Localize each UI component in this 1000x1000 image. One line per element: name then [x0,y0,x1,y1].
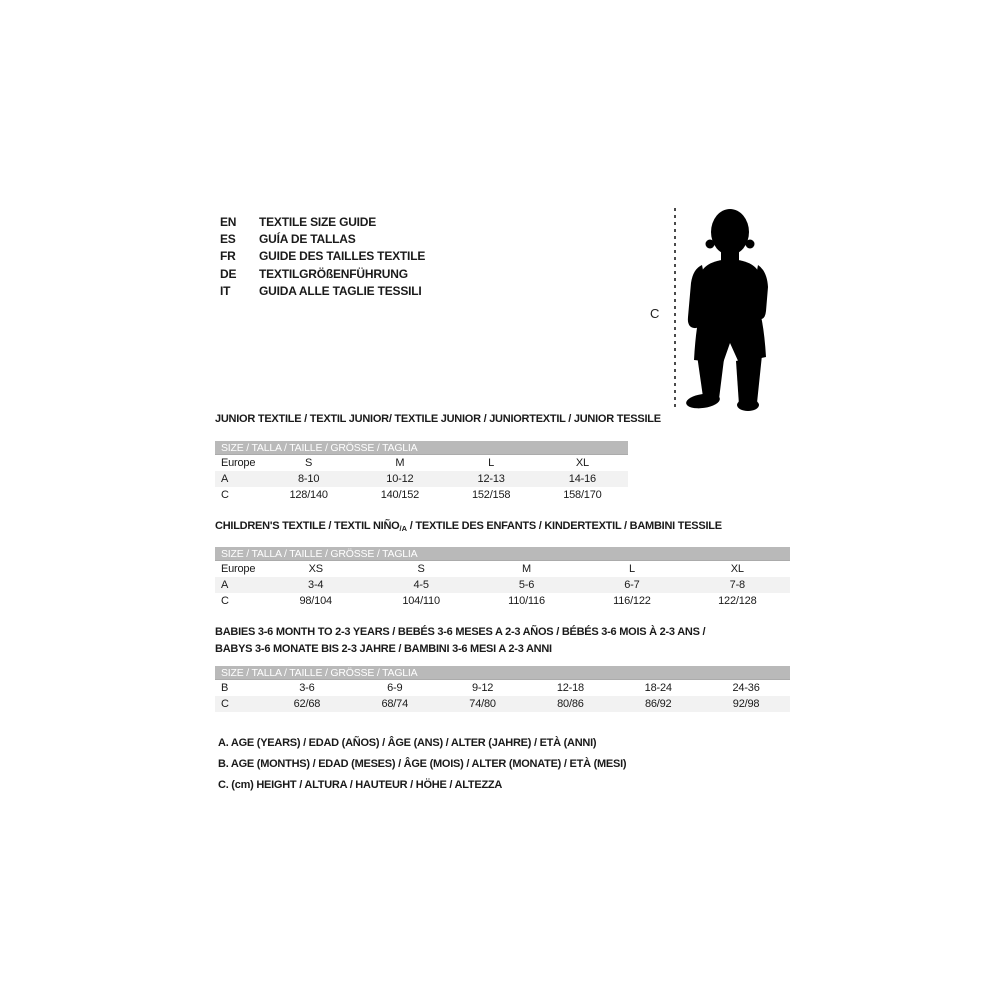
size-value: M [395,457,405,469]
height-value: 110/116 [508,595,545,607]
junior-table-title: JUNIOR TEXTILE / TEXTIL JUNIOR/ TEXTILE JUNIOR / JUNIORTEXTIL / JUNIOR TESSILE [215,413,661,425]
language-row-en [220,213,425,230]
legend-line-age-years: A. AGE (YEARS) / EDAD (AÑOS) / ÂGE (ANS) / ALTER (JAHRE) / ETÀ (ANNI) [218,737,597,749]
age-value: 3-6 [299,682,315,694]
row-label: C [221,489,229,501]
age-value: 7-8 [729,579,745,591]
size-value: XL [730,563,744,575]
table-row-age-years [215,577,790,593]
age-value: 5-6 [518,579,535,591]
height-value: 74/80 [469,698,496,710]
age-value: 3-4 [308,579,324,591]
junior-textile-section [215,413,661,503]
table-row-age-months [215,680,790,696]
legend-line-age-months: B. AGE (MONTHS) / EDAD (MESES) / ÂGE (MOIS) / ALTER (MONATE) / ETÀ (MESI) [218,758,627,770]
age-value: 10-12 [386,473,414,485]
language-code: EN [220,214,237,229]
title-part: / TEXTILE DES ENFANTS / KINDERTEXTIL / BAMBINI TESSILE [406,520,722,532]
babies-title-line2: BABYS 3-6 MONATE BIS 2-3 JAHRE / BAMBINI 3-6 MESI A 2-3 ANNI [215,643,552,655]
babies-table-title [215,624,790,658]
language-row-it [220,282,425,299]
age-value: 18-24 [644,682,672,694]
size-value: S [305,457,313,469]
row-label: Europe [221,457,256,469]
age-value: 9-12 [471,682,494,694]
height-value: 86/92 [644,698,672,710]
height-value: 104/110 [402,595,440,607]
row-label: C [221,595,229,607]
height-value: 140/152 [380,489,420,501]
table-row-europe [215,561,790,577]
size-header-bar: SIZE / TALLA / TAILLE / GRÖSSE / TAGLIA [215,547,790,561]
height-value: 122/128 [718,595,757,607]
language-row-de [220,265,425,282]
height-value: 80/86 [557,698,584,710]
language-code: IT [220,283,231,298]
babies-title-line1: BABIES 3-6 MONTH TO 2-3 YEARS / BEBÉS 3-6 MESES A 2-3 AÑOS / BÉBÉS 3-6 MOIS À 2-3 ANS / [215,626,706,638]
table-row-europe [215,455,628,471]
size-value: L [628,563,635,575]
age-value: 6-7 [624,579,640,591]
children-textile-section [215,520,790,609]
language-code: ES [220,231,236,246]
language-row-es [220,230,425,247]
row-label: B [221,682,229,694]
height-value: 128/140 [289,489,328,501]
legend [218,733,626,796]
legend-line-height: C. (cm) HEIGHT / ALTURA / HAUTEUR / HÖHE / ALTEZZA [218,779,503,791]
size-value: S [417,563,425,575]
age-value: 12-18 [556,682,584,694]
table-row-height-cm [215,696,790,712]
height-measure-label: C [650,306,660,321]
language-title: TEXTILE SIZE GUIDE [259,214,377,229]
size-header-bar: SIZE / TALLA / TAILLE / GRÖSSE / TAGLIA [215,441,628,455]
height-value: 68/74 [381,698,408,710]
age-value: 6-9 [387,682,403,694]
height-value: 98/104 [299,595,332,607]
table-row-height-cm [215,593,790,609]
age-value: 12-13 [477,473,505,485]
size-value: XS [308,563,323,575]
babies-textile-section [215,624,790,712]
age-value: 14-16 [568,473,596,485]
children-table-title [215,520,790,533]
language-title: TEXTILGRÖßENFÜHRUNG [259,266,408,281]
title-subscript: /A [399,524,407,533]
height-value: 116/122 [613,595,651,607]
height-value: 158/170 [563,489,602,501]
row-label: A [221,579,229,591]
age-value: 4-5 [413,579,429,591]
language-code: FR [220,249,236,264]
table-row-height-cm [215,487,628,503]
language-title: GUIDE DES TAILLES TEXTILE [259,249,426,264]
language-title: GUÍA DE TALLAS [259,231,356,246]
language-code: DE [220,266,237,281]
age-value: 24-36 [732,682,760,694]
size-header-bar: SIZE / TALLA / TAILLE / GRÖSSE / TAGLIA [215,666,790,680]
row-label: Europe [221,563,256,575]
table-row-age-years [215,471,628,487]
height-value: 152/158 [471,489,511,501]
height-value: 62/68 [293,698,321,710]
row-label: A [221,473,229,485]
size-value: M [522,563,531,575]
size-value: L [488,457,495,469]
age-value: 8-10 [298,473,320,485]
toddler-silhouette-icon [681,205,773,413]
height-value: 92/98 [732,698,760,710]
language-row-fr [220,248,425,265]
language-list [220,213,425,299]
height-measure-dashed-line [674,208,676,407]
row-label: C [221,698,229,710]
language-title: GUIDA ALLE TAGLIE TESSILI [259,283,422,298]
size-value: XL [575,457,589,469]
title-part: CHILDREN'S TEXTILE / TEXTIL NIÑO [215,520,400,532]
